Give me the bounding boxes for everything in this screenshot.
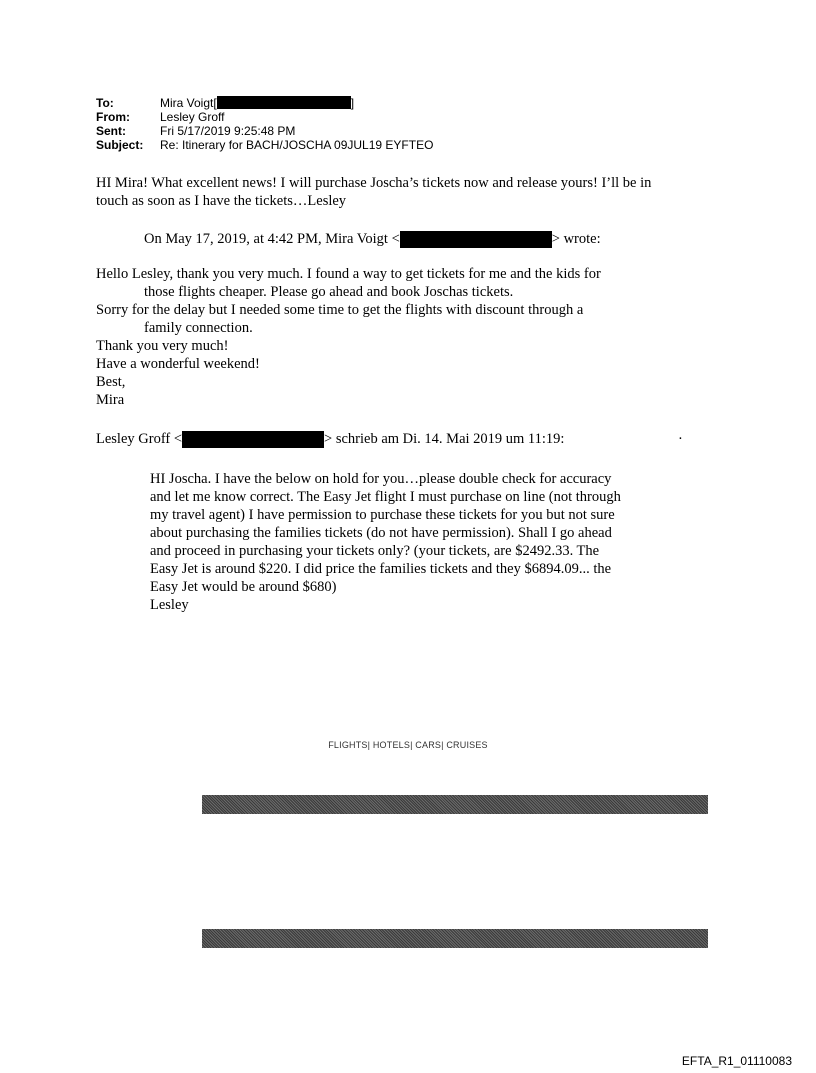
message-line: HI Joscha. I have the below on hold for you…please double check for accuracy <box>150 471 612 487</box>
quote-suffix: > wrote: <box>551 231 601 247</box>
message-line: Mira <box>96 392 125 408</box>
message-line: Easy Jet would be around $680) <box>150 579 337 595</box>
message-line: family connection. <box>144 320 253 336</box>
reply-line: touch as soon as I have the tickets…Lesley <box>96 193 347 209</box>
sent-value: Fri 5/17/2019 9:25:48 PM <box>160 124 296 138</box>
redacted-banner <box>202 929 708 948</box>
subject-label: Subject: <box>96 138 144 152</box>
message-line: Lesley <box>150 597 189 613</box>
to-close: ] <box>350 96 355 110</box>
redacted-banner <box>202 795 708 814</box>
redaction-box <box>400 231 552 248</box>
message-line: my travel agent) I have permission to purchase these tickets for you but not sure <box>150 507 615 523</box>
quote-header-mira <box>144 230 601 248</box>
sent-row <box>96 124 433 138</box>
from-label: From: <box>96 110 130 124</box>
mira-message <box>96 265 601 409</box>
message-line: those flights cheaper. Please go ahead and book Joschas tickets. <box>144 284 514 300</box>
quote-prefix: Lesley Groff < <box>96 431 183 447</box>
subject-value: Re: Itinerary for BACH/JOSCHA 09JUL19 EYFTEO <box>160 138 434 152</box>
lesley-message <box>150 470 621 614</box>
message-line: Best, <box>96 374 126 390</box>
to-row <box>96 96 433 110</box>
stray-dot: · <box>678 431 683 447</box>
message-line: Easy Jet is around $220. I did price the families tickets and they $6894.09... the <box>150 561 612 577</box>
to-label: To: <box>96 96 114 110</box>
subject-row <box>96 138 433 152</box>
quote-prefix: On May 17, 2019, at 4:42 PM, Mira Voigt < <box>144 231 400 247</box>
reply-line: HI Mira! What excellent news! I will purchase Joscha’s tickets now and release yours! I’ll be in <box>96 175 652 191</box>
message-line: Thank you very much! <box>96 338 229 354</box>
document-id: EFTA_R1_01110083 <box>681 1054 792 1068</box>
email-header <box>96 96 433 152</box>
quote-header-lesley <box>96 430 564 448</box>
quote-suffix: > schrieb am Di. 14. Mai 2019 um 11:19: <box>324 431 565 447</box>
message-line: Hello Lesley, thank you very much. I found a way to get tickets for me and the kids for <box>96 266 601 282</box>
redaction-box <box>182 431 324 448</box>
from-row <box>96 110 433 124</box>
redaction-box <box>217 96 351 109</box>
reply-body <box>96 174 651 210</box>
message-line: Sorry for the delay but I needed some time to get the flights with discount through a <box>96 302 584 318</box>
travel-nav-links: FLIGHTS| HOTELS| CARS| CRUISES <box>328 740 488 750</box>
message-line: and proceed in purchasing your tickets only? (your tickets, are $2492.33. The <box>150 543 600 559</box>
to-name: Mira Voigt[ <box>160 96 217 110</box>
message-line: about purchasing the families tickets (do not have permission). Shall I go ahead <box>150 525 612 541</box>
message-line: and let me know correct. The Easy Jet flight I must purchase on line (not through <box>150 489 621 505</box>
from-value: Lesley Groff <box>160 110 225 124</box>
sent-label: Sent: <box>96 124 126 138</box>
message-line: Have a wonderful weekend! <box>96 356 260 372</box>
